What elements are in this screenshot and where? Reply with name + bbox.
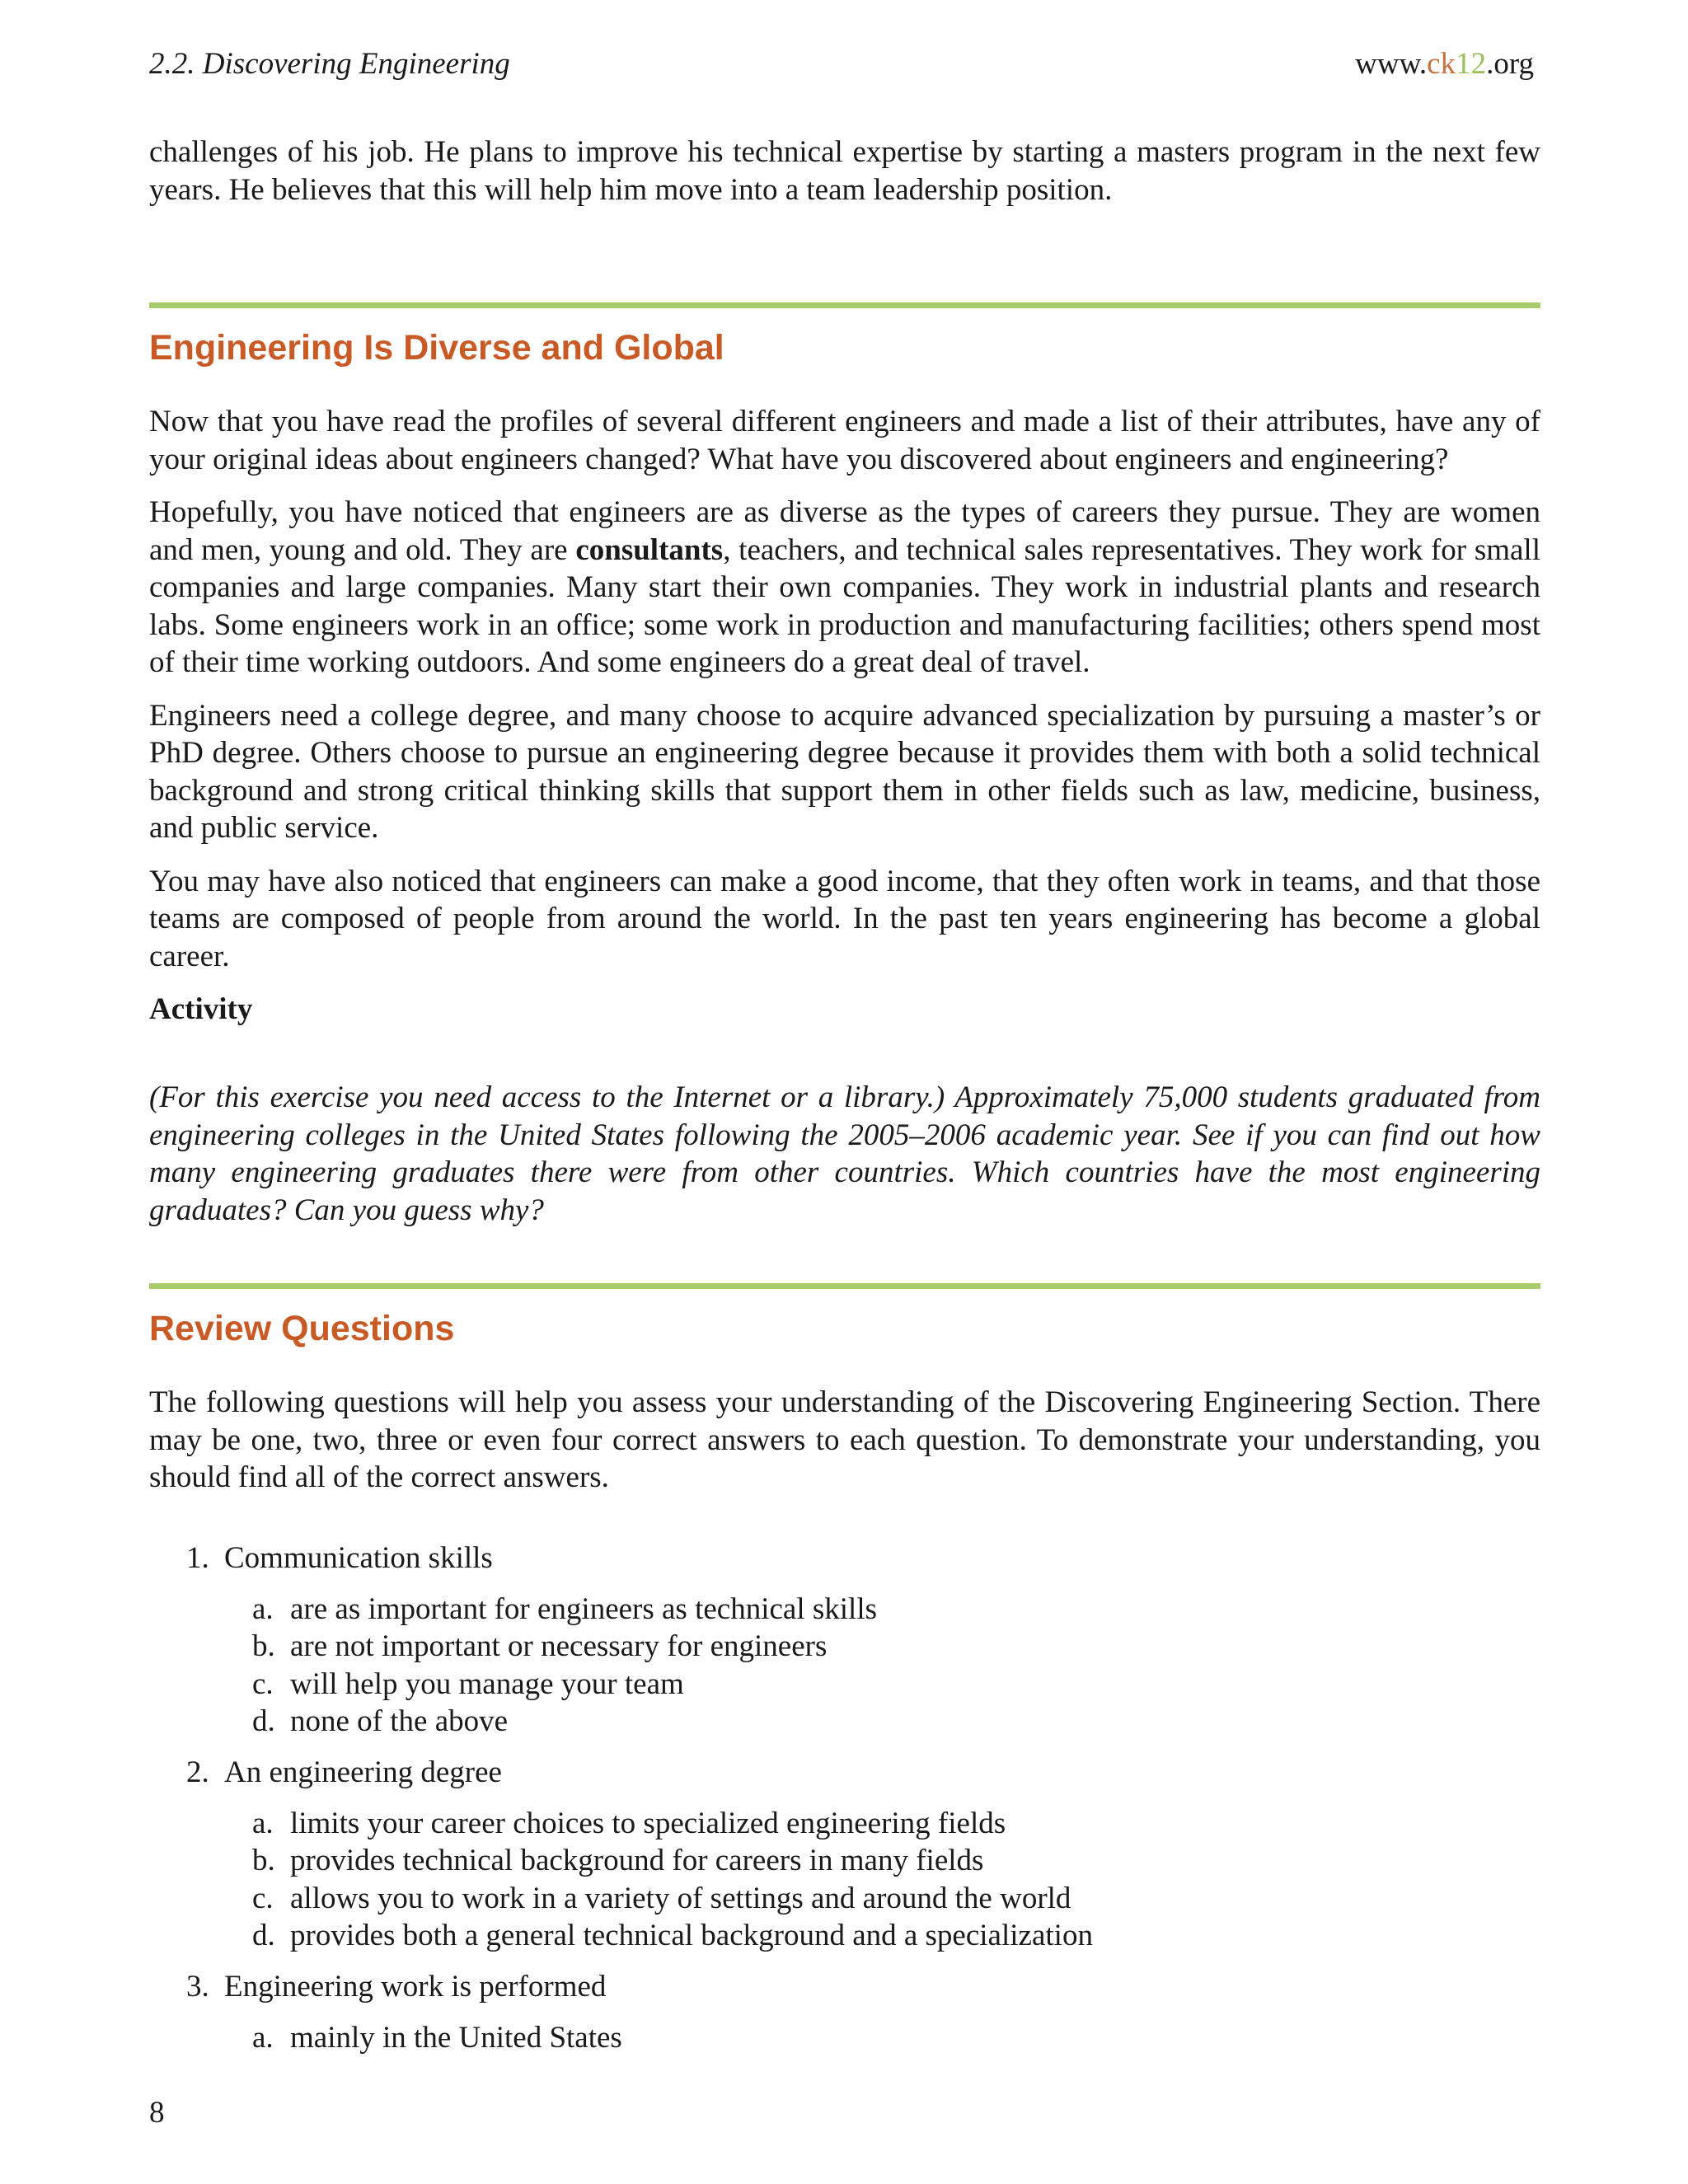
answer-1c <box>252 1666 684 1704</box>
p2-before: Hopefully, you have noticed that engineers are as diverse as the types of careers they pursue. They are women and men, young and old. They are <box>149 495 1540 567</box>
section1-paragraph-3: Engineers need a college degree, and many choose to acquire advanced specialization by pursuing a master’s or PhD degree. Others choose to pursue an engineering degree because it provides them with both a solid technical background and strong critical thinking skills that support them in other fields such as law, medicine, business, and public service. <box>149 698 1540 845</box>
question-text: Engineering work is performed <box>224 1970 607 2004</box>
answer-1a <box>252 1591 877 1629</box>
activity-label: Activity <box>149 992 253 1026</box>
p2-after: , teachers, and technical sales representatives. They work for small companies and large companies. Many start their own companies. They work in industrial plants and research labs. Some engineers work in an office; some work in production and manufacturing facilities; others spend most of their time working outdoors. And some engineers do a great deal of travel. <box>149 532 1540 679</box>
answer-text: allows you to work in a variety of settings and around the world <box>290 1882 1071 1915</box>
answer-text: are as important for engineers as technical skills <box>290 1592 877 1626</box>
answer-text: mainly in the United States <box>290 2021 622 2055</box>
answer-text: limits your career choices to specialized engineering fields <box>290 1807 1006 1840</box>
answer-text: are not important or necessary for engineers <box>290 1629 828 1663</box>
section-rule-1 <box>149 302 1540 308</box>
answer-2d <box>252 1917 1093 1955</box>
section1-paragraph-1: Now that you have read the profiles of several different engineers and made a list of their attributes, have any of your original ideas about engineers changed? What have you discovered about engineers and engineering? <box>149 405 1540 476</box>
page-number: 8 <box>149 2096 165 2130</box>
p2-bold-term: consultants <box>575 532 724 567</box>
answer-1b <box>252 1628 827 1666</box>
question-3 <box>186 1968 606 2005</box>
running-header-site <box>1355 46 1534 82</box>
answer-letter: c. <box>252 1667 274 1701</box>
question-number: 1. <box>186 1541 209 1575</box>
intro-paragraph: challenges of his job. He plans to improve his technical expertise by starting a masters program in the next few years. He believes that this will help him move into a team leadership position. <box>149 135 1540 207</box>
section1-paragraph-2 <box>149 494 1540 682</box>
answer-1d <box>252 1703 508 1741</box>
site-prefix: www. <box>1355 47 1428 81</box>
answer-2b <box>252 1842 983 1880</box>
answer-letter: d. <box>252 1919 275 1952</box>
question-number: 3. <box>186 1970 209 2004</box>
answer-text: provides both a general technical background and a specialization <box>290 1919 1093 1952</box>
answer-2a <box>252 1805 1006 1843</box>
answer-letter: b. <box>252 1629 275 1663</box>
answer-letter: b. <box>252 1844 275 1877</box>
answer-letter: d. <box>252 1704 275 1738</box>
question-1 <box>186 1540 493 1577</box>
review-intro-block <box>149 1384 1540 1497</box>
answer-letter: a. <box>252 1807 274 1840</box>
section1-body <box>149 403 1540 1229</box>
question-2 <box>186 1754 502 1791</box>
question-text: Communication skills <box>224 1541 493 1575</box>
section-rule-2 <box>149 1283 1540 1289</box>
section1-paragraph-4: You may have also noticed that engineers can make a good income, that they often work in teams, and that those teams are composed of people from around the world. In the past ten years engineering has become a global career. <box>149 864 1540 973</box>
answer-text: provides technical background for careers in many fields <box>290 1844 984 1877</box>
intro-block <box>149 134 1540 209</box>
running-header-section: 2.2. Discovering Engineering <box>149 47 510 81</box>
activity-text: (For this exercise you need access to the Internet or a library.) Approximately 75,000 students graduated from engineering colleges in the United States following the 2005–2006 academic year. See if you can find out how many engineering graduates there were from other countries. Which countries have the most engineering graduates? Can you guess why? <box>149 1080 1540 1227</box>
answer-letter: a. <box>252 2021 274 2055</box>
review-intro-paragraph: The following questions will help you assess your understanding of the Discovering Engineering Section. There may be one, two, three or even four correct answers to each question. To demonstrate your understanding, you should find all of the correct answers. <box>149 1385 1540 1494</box>
section-title-review-questions: Review Questions <box>149 1309 455 1348</box>
answer-letter: a. <box>252 1592 274 1626</box>
answer-text: none of the above <box>290 1704 509 1738</box>
site-num: 12 <box>1456 47 1487 81</box>
answer-2c <box>252 1880 1071 1918</box>
site-suffix: .org <box>1486 47 1534 81</box>
question-number: 2. <box>186 1755 209 1789</box>
site-ck: ck <box>1427 47 1456 81</box>
answer-3a <box>252 2019 622 2057</box>
answer-letter: c. <box>252 1882 274 1915</box>
section-title-diverse-global: Engineering Is Diverse and Global <box>149 328 724 368</box>
answer-text: will help you manage your team <box>290 1667 684 1701</box>
question-text: An engineering degree <box>224 1755 502 1789</box>
